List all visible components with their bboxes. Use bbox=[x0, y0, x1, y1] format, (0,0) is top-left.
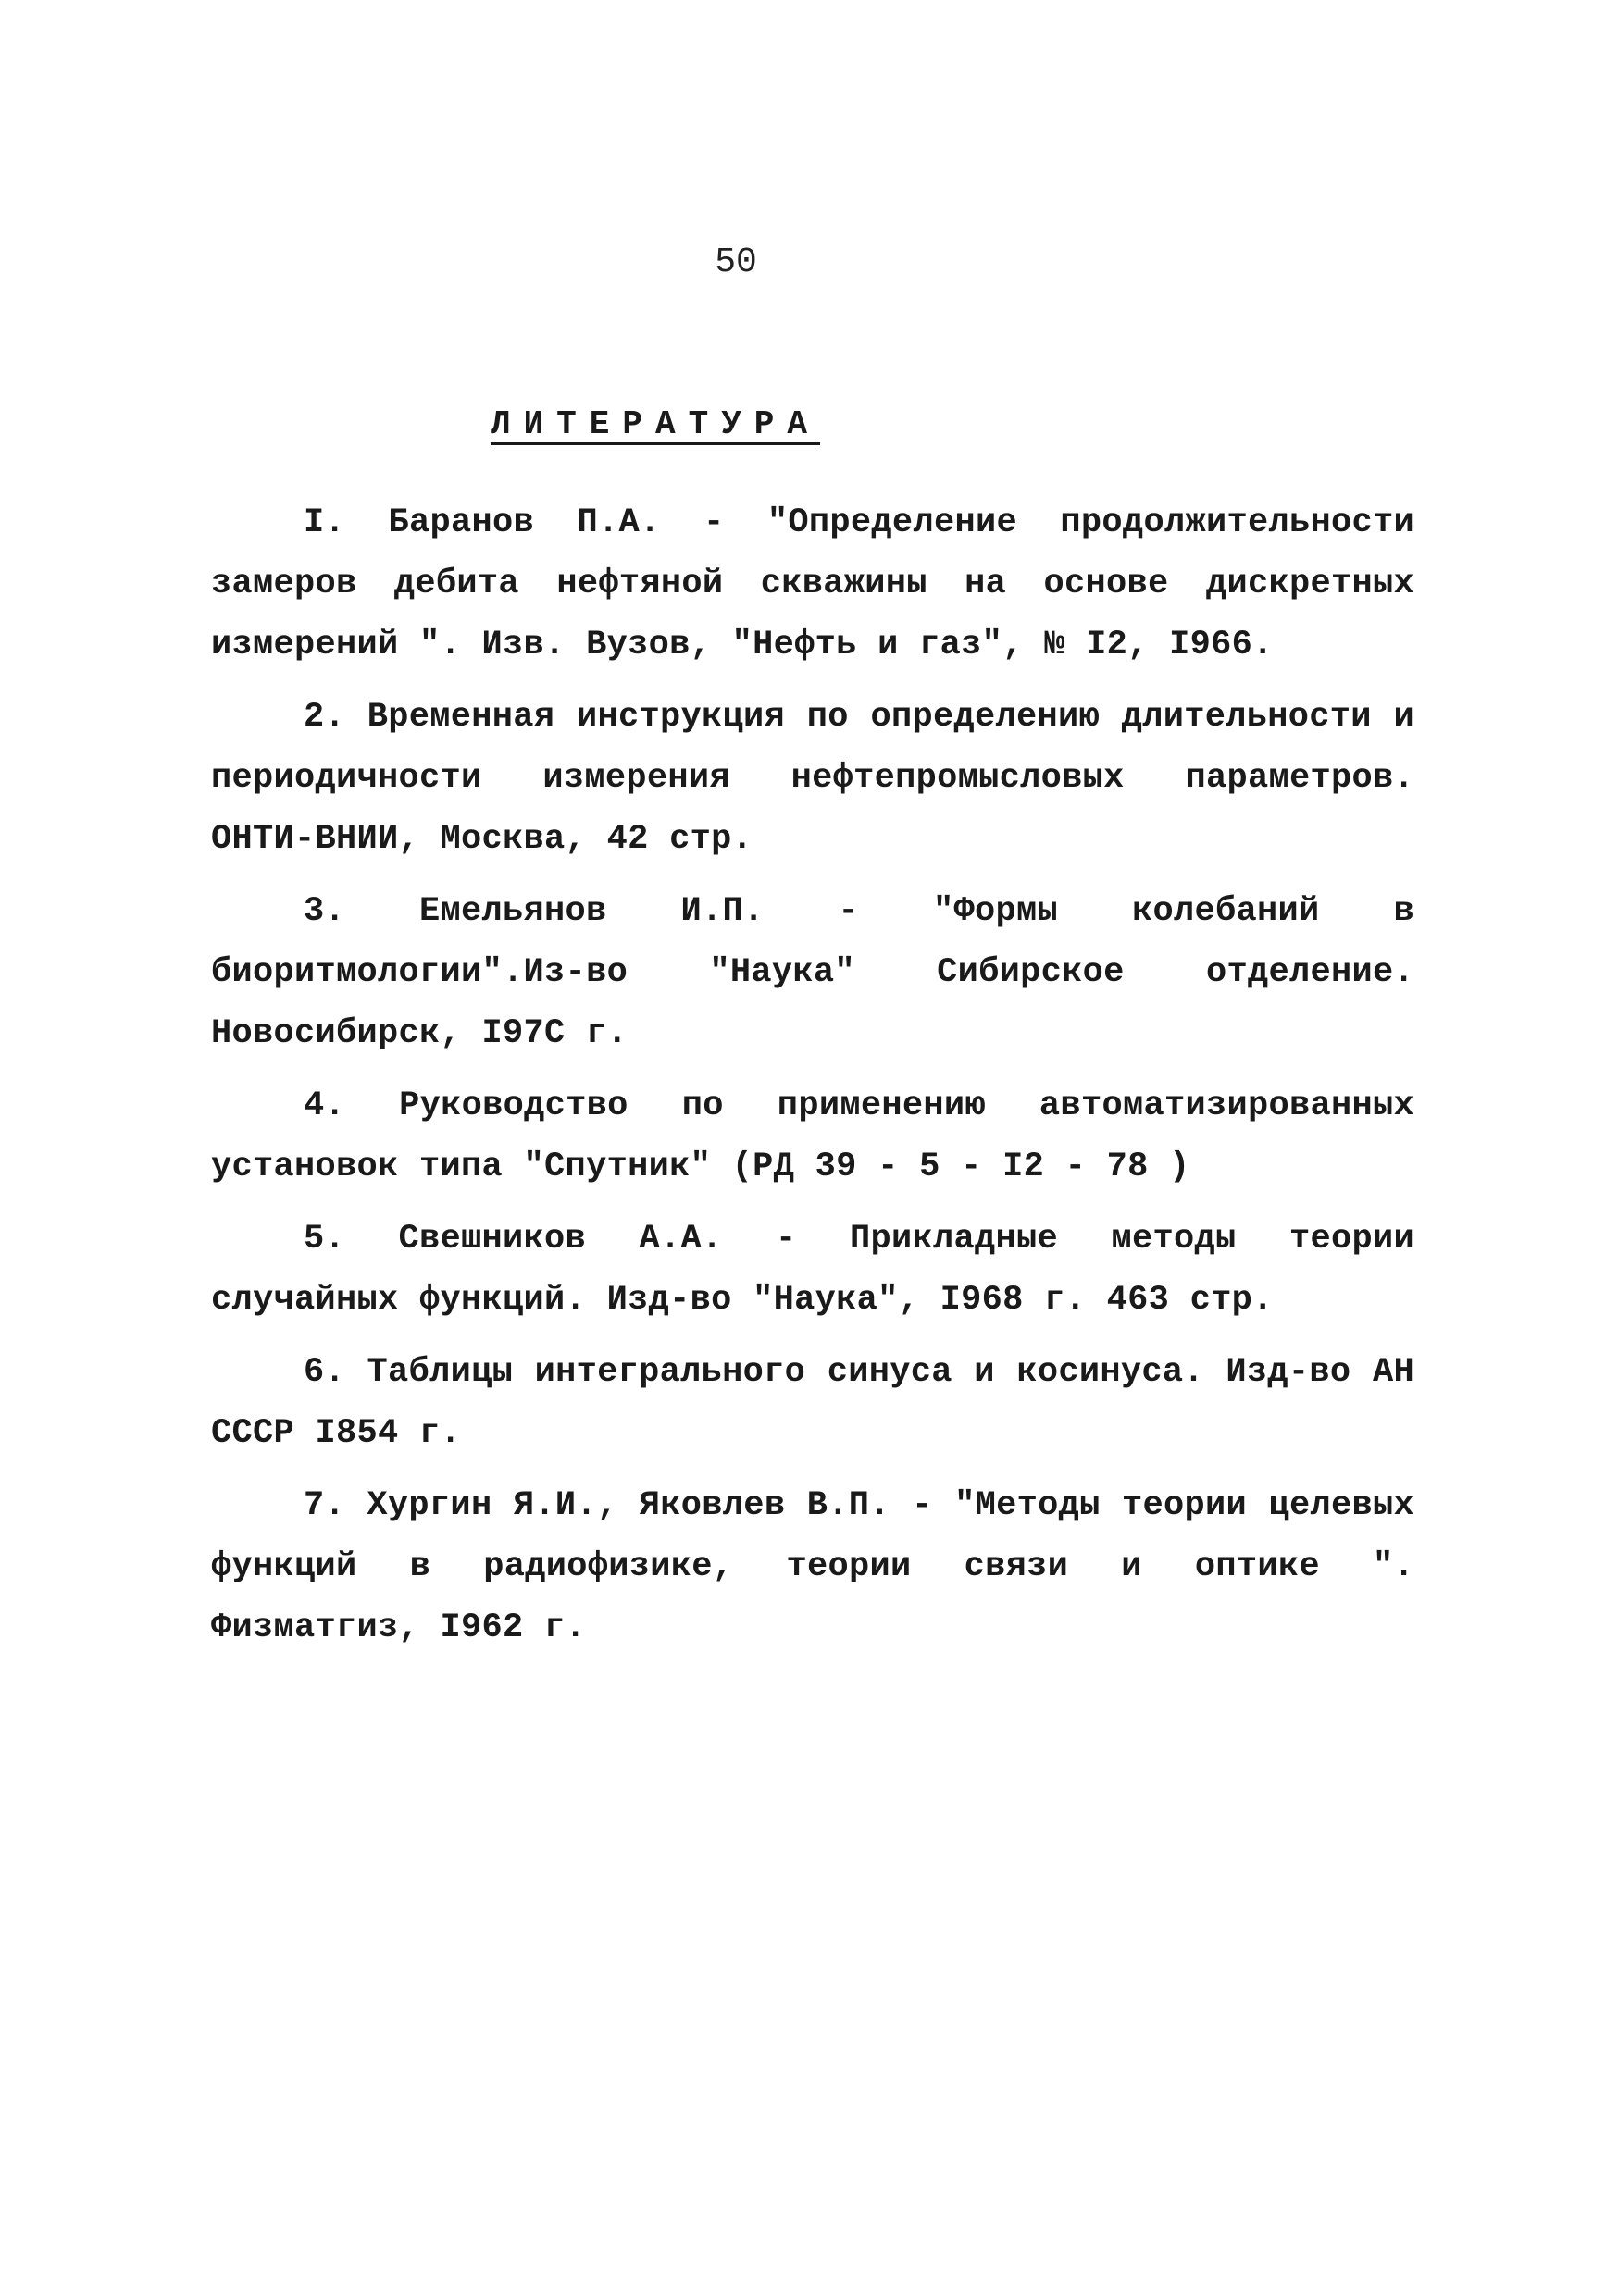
page-number: 50 bbox=[715, 242, 757, 282]
section-heading: ЛИТЕРАТУРА bbox=[490, 405, 821, 443]
reference-list bbox=[211, 492, 1414, 1669]
reference-item: 5. Свешников А.А. - Прикладные методы теории случайных функций. Изд-во "Наука", I968 г. 463 стр. bbox=[211, 1220, 1414, 1320]
reference-item: 2. Временная инструкция по определению длительности и периодичности измерения нефтепромысловых параметров. ОНТИ-ВНИИ, Москва, 42 стр. bbox=[211, 698, 1414, 859]
reference-item: I. Баранов П.А. - "Определение продолжительности замеров дебита нефтяной скважины на основе дискретных измерений ". Изв. Вузов, "Нефть и газ", № I2, I966. bbox=[211, 503, 1414, 664]
reference-item: 7. Хургин Я.И., Яковлев В.П. - "Методы теории целевых функций в радиофизике, теории связи и оптике ". Физматгиз, I962 г. bbox=[211, 1486, 1414, 1647]
reference-item: 4. Руководство по применению автоматизированных установок типа "Спутник" (РД 39 - 5 - I2 - 78 ) bbox=[211, 1086, 1414, 1186]
reference-item: 6. Таблицы интегрального синуса и косинуса. Изд-во АН СССР I854 г. bbox=[211, 1353, 1414, 1453]
reference-item: 3. Емельянов И.П. - "Формы колебаний в биоритмологии".Из-во "Наука" Сибирское отделение. Новосибирск, I97С г. bbox=[211, 892, 1414, 1053]
